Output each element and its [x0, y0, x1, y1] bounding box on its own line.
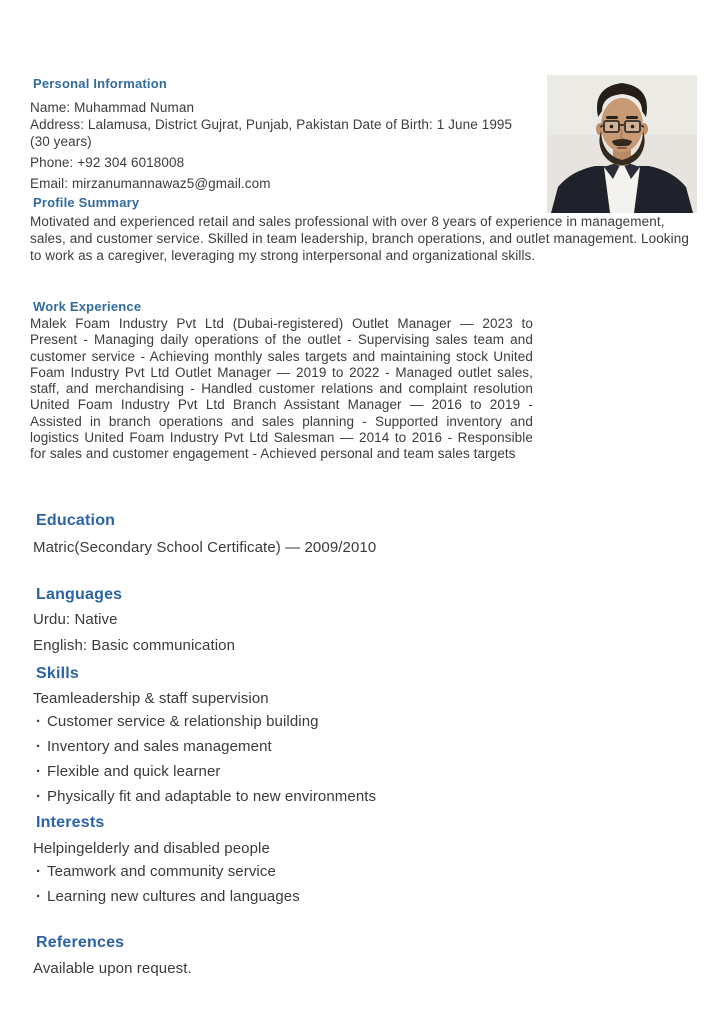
interests-lead-item: Helpingelderly and disabled people — [33, 840, 270, 857]
work-experience-text: Malek Foam Industry Pvt Ltd (Dubai-registered) Outlet Manager — 2023 to Present - Managing daily operations of the outlet - Supervising sales team and customer service - Achieving monthly sales targets and maintaining stock United Foam Industry Pvt Ltd Outlet Manager — 2019 to 2022 - Managed outlet sales, staff, and merchandising - Handled customer relations and complaint resolution United Foam Industry Pvt Ltd Branch Assistant Manager — 2016 to 2019 - Assisted in branch operations and sales planning - Supported inventory and logistics United Foam Industry Pvt Ltd Salesman — 2014 to 2016 - Responsible for sales and customer engagement - Achieved personal and team sales targets — [30, 316, 533, 462]
education-item: Matric(Secondary School Certificate) — 2009/2010 — [33, 539, 377, 556]
section-heading-interests: Interests — [36, 814, 105, 831]
bullet-dot-icon: · — [36, 713, 42, 730]
bullet-dot-icon: · — [36, 888, 42, 905]
list-item: · Learning new cultures and languages — [36, 888, 300, 905]
list-item: · Customer service & relationship building — [36, 713, 319, 730]
applicant-portrait-illustration — [547, 75, 697, 213]
language-item-english: English: Basic communication — [33, 637, 236, 654]
bullet-dot-icon: · — [36, 763, 42, 780]
section-heading-languages: Languages — [36, 586, 123, 603]
section-heading-personal-information: Personal Information — [33, 76, 168, 91]
list-item: · Teamwork and community service — [36, 863, 276, 880]
bullet-dot-icon: · — [36, 788, 42, 805]
personal-name-line: Name: Muhammad Numan — [30, 100, 195, 115]
section-heading-work-experience: Work Experience — [33, 299, 142, 314]
personal-address-line: Address: Lalamusa, District Gujrat, Punjab, Pakistan Date of Birth: 1 June 1995 (30 years) — [30, 117, 513, 149]
list-item: · Physically fit and adaptable to new environments — [36, 788, 377, 805]
section-heading-skills: Skills — [36, 665, 80, 682]
section-heading-profile-summary: Profile Summary — [33, 195, 140, 210]
personal-email-line: Email: mirzanumannawaz5@gmail.com — [30, 176, 271, 191]
list-item: · Inventory and sales management — [36, 738, 272, 755]
skills-lead-item: Teamleadership & staff supervision — [33, 690, 269, 707]
section-heading-references: References — [36, 934, 125, 951]
skills-bullet-list — [36, 713, 476, 813]
bullet-dot-icon: · — [36, 738, 42, 755]
personal-phone-line: Phone: +92 304 6018008 — [30, 155, 185, 170]
references-item: Available upon request. — [33, 960, 192, 977]
section-heading-education: Education — [36, 512, 116, 529]
interests-bullet-list — [36, 863, 476, 913]
bullet-dot-icon: · — [36, 863, 42, 880]
language-item-urdu: Urdu: Native — [33, 611, 118, 628]
profile-summary-text: Motivated and experienced retail and sales professional with over 8 years of experience in management, sales, and customer service. Skilled in team leadership, branch operations, and outlet management. Looking to work as a caregiver, leveraging my strong interpersonal and organizational skills. — [30, 214, 689, 263]
list-item: · Flexible and quick learner — [36, 763, 221, 780]
applicant-photo — [547, 75, 697, 213]
